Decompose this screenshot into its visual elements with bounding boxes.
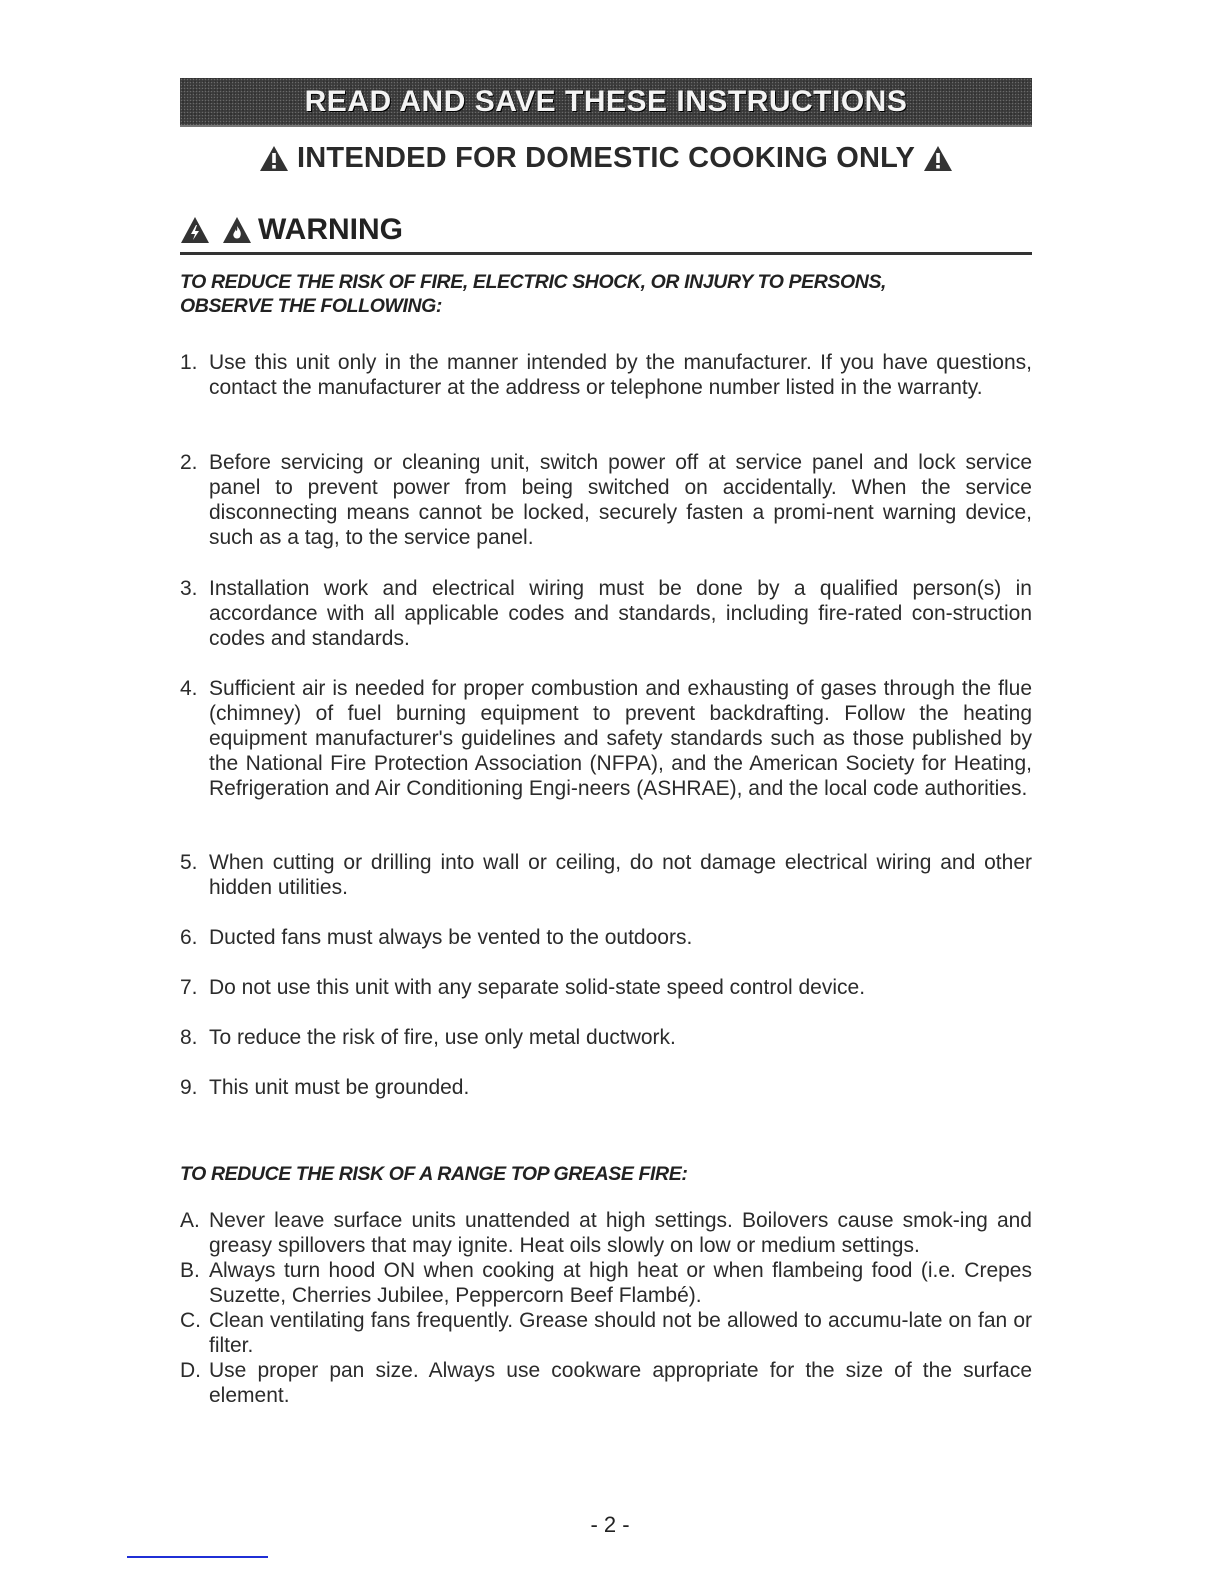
page-number: - 2 - <box>590 1512 630 1537</box>
item-number: 1. <box>180 351 198 374</box>
list-item <box>180 676 1032 801</box>
list-item <box>180 1075 1032 1100</box>
caution-triangle-icon <box>923 145 953 172</box>
section1-heading-line1: TO REDUCE THE RISK OF FIRE, ELECTRIC SHOCK, OR INJURY TO PERSONS, <box>180 271 887 293</box>
section1-list <box>180 925 1032 950</box>
section2-heading: TO REDUCE THE RISK OF A RANGE TOP GREASE FIRE: <box>180 1163 688 1185</box>
item-letter: D. <box>180 1359 201 1382</box>
item-number: 5. <box>180 851 198 874</box>
section1-list <box>180 576 1032 651</box>
item-letter: C. <box>180 1309 201 1332</box>
list-item <box>180 925 1032 950</box>
item-letter: A. <box>180 1209 200 1232</box>
banner-title: READ AND SAVE THESE INSTRUCTIONS <box>304 84 908 118</box>
item-number: 4. <box>180 677 198 700</box>
section1-list <box>180 350 1032 400</box>
intended-text: INTENDED FOR DOMESTIC COOKING ONLY <box>297 142 915 174</box>
intended-heading <box>180 142 1032 175</box>
section2-list <box>180 1208 1032 1408</box>
section1-list <box>180 1075 1032 1100</box>
item-text: Sufficient air is needed for proper combustion and exhausting of gases through the flue (chimney) of fuel burning equipment to prevent backdrafting. Follow the heating equipment manufacturer's guidelines and safety standards such as those published by the National Fire Protection Association (NFPA), and the American Society for Heating, Refrigeration and Air Conditioning Engi-neers (ASHRAE), and the local code authorities. <box>209 677 1032 800</box>
section1-list <box>180 850 1032 900</box>
list-item <box>180 1258 1032 1308</box>
item-text: This unit must be grounded. <box>209 1076 470 1099</box>
item-text: Use this unit only in the manner intended by the manufacturer. If you have questions, contact the manufacturer at the address or telephone number listed in the warranty. <box>209 351 1032 399</box>
item-text: Installation work and electrical wiring must be done by a qualified person(s) in accordance with all applicable codes and standards, including fire-rated con-struction codes and standards. <box>209 577 1032 650</box>
warning-label: WARNING <box>258 213 403 246</box>
section1-list <box>180 1025 1032 1050</box>
item-text: Always turn hood ON when cooking at high heat or when flambeing food (i.e. Crepes Suzette, Cherries Jubilee, Peppercorn Beef Flambé). <box>209 1259 1032 1307</box>
list-item <box>180 975 1032 1000</box>
electric-shock-triangle-icon <box>180 216 210 244</box>
list-item <box>180 450 1032 550</box>
item-number: 6. <box>180 926 198 949</box>
item-text: Clean ventilating fans frequently. Grease should not be allowed to accumu-late on fan or filter. <box>209 1309 1032 1357</box>
item-number: 9. <box>180 1076 198 1099</box>
item-letter: B. <box>180 1259 200 1282</box>
section1-heading <box>180 270 1032 318</box>
item-text: Use proper pan size. Always use cookware appropriate for the size of the surface element. <box>209 1359 1032 1407</box>
list-item <box>180 1308 1032 1358</box>
list-item <box>180 850 1032 900</box>
section1-list <box>180 975 1032 1000</box>
item-number: 7. <box>180 976 198 999</box>
section1-list <box>180 450 1032 550</box>
item-number: 8. <box>180 1026 198 1049</box>
item-text: To reduce the risk of fire, use only metal ductwork. <box>209 1026 676 1049</box>
read-save-banner <box>180 78 1032 127</box>
item-text: Before servicing or cleaning unit, switch power off at service panel and lock service panel to prevent power from being switched on accidentally. When the service disconnecting means cannot be locked, securely fasten a promi-nent warning device, such as a tag, to the service panel. <box>209 451 1032 549</box>
caution-triangle-icon <box>259 145 289 172</box>
warning-heading <box>180 208 1032 255</box>
list-item <box>180 1358 1032 1408</box>
item-text: When cutting or drilling into wall or ceiling, do not damage electrical wiring and other hidden utilities. <box>209 851 1032 899</box>
section1-list <box>180 676 1032 801</box>
list-item <box>180 576 1032 651</box>
list-item <box>180 1208 1032 1258</box>
item-text: Never leave surface units unattended at high settings. Boilovers cause smok-ing and greasy spillovers that may ignite. Heat oils slowly on low or medium settings. <box>209 1209 1032 1257</box>
fire-triangle-icon <box>222 216 252 244</box>
list-item <box>180 1025 1032 1050</box>
item-number: 3. <box>180 577 198 600</box>
link-underline[interactable] <box>127 1556 268 1558</box>
item-number: 2. <box>180 451 198 474</box>
item-text: Ducted fans must always be vented to the outdoors. <box>209 926 693 949</box>
section1-heading-line2: OBSERVE THE FOLLOWING: <box>180 295 443 317</box>
list-item <box>180 350 1032 400</box>
item-text: Do not use this unit with any separate solid-state speed control device. <box>209 976 866 999</box>
